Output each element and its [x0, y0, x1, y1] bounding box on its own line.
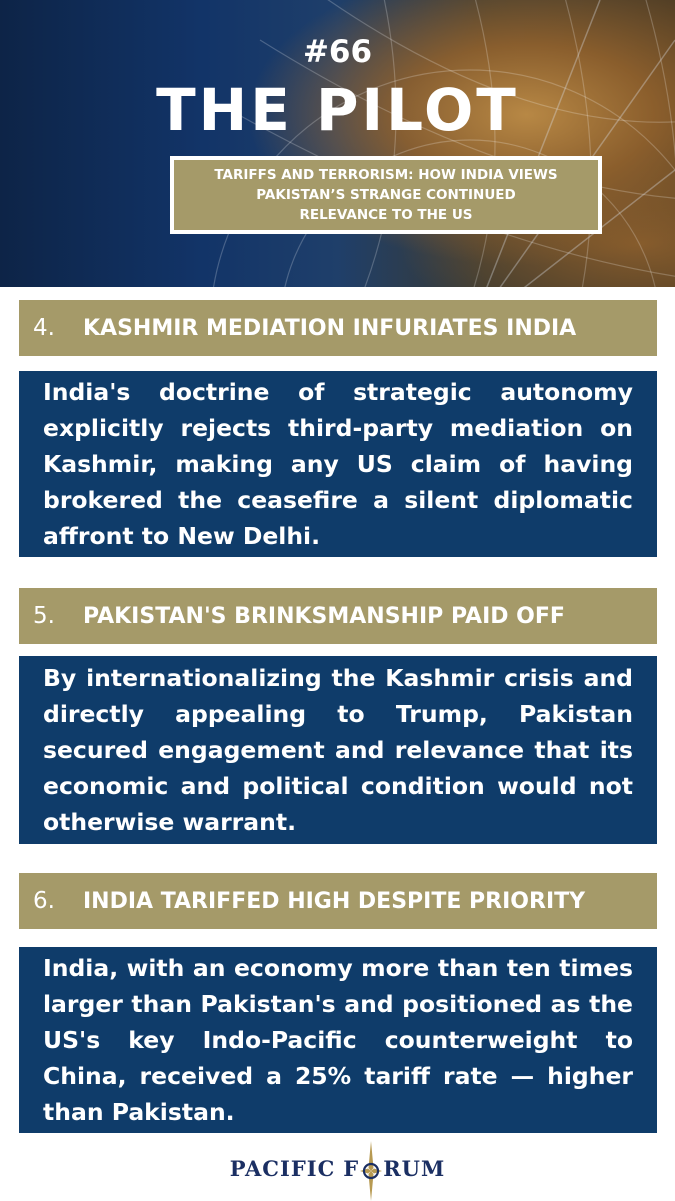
- compass-star-icon: [360, 1160, 382, 1182]
- logo-word-2-end: RUM: [383, 1156, 446, 1182]
- section-body-4: [19, 371, 657, 557]
- section-number: 5.: [33, 603, 55, 629]
- section-text: India's doctrine of strategic autonomy explicitly rejects third-party mediation on Kashmir, making any US claim of having brokered the ceasefire a silent diplomatic affront to New Delhi.: [43, 378, 633, 550]
- subtitle-line: TARIFFS AND TERRORISM: HOW INDIA VIEWS: [214, 167, 558, 183]
- section-header-5: [19, 588, 657, 644]
- section-title: INDIA TARIFFED HIGH DESPITE PRIORITY: [83, 888, 586, 914]
- section-text: By internationalizing the Kashmir crisis and directly appealing to Trump, Pakistan secured engagement and relevance that its economic and political condition would not otherwise warrant.: [43, 664, 633, 836]
- pacific-forum-logo: [230, 1156, 445, 1182]
- footer-logo: [0, 1138, 675, 1200]
- logo-word-2-start: F: [343, 1156, 360, 1182]
- section-body-6: [19, 947, 657, 1133]
- logo-word-1: PACIFIC: [229, 1156, 336, 1182]
- issue-number: #66: [302, 34, 373, 70]
- section-text: India, with an economy more than ten times larger than Pakistan's and positioned as the US's key Indo-Pacific counterweight to China, received a 25% tariff rate — higher than Pakistan.: [43, 954, 633, 1126]
- header-banner: [0, 0, 675, 287]
- section-header-4: [19, 300, 657, 356]
- section-header-6: [19, 873, 657, 929]
- subtitle-line: RELEVANCE TO THE US: [299, 207, 473, 223]
- section-number: 4.: [33, 315, 55, 341]
- section-number: 6.: [33, 888, 55, 914]
- subtitle-box: [170, 156, 602, 234]
- section-title: KASHMIR MEDIATION INFURIATES INDIA: [83, 315, 577, 341]
- subtitle-line: PAKISTAN’S STRANGE CONTINUED: [256, 187, 516, 203]
- subtitle: [174, 160, 598, 230]
- page-title: THE PILOT: [156, 76, 519, 144]
- section-title: PAKISTAN'S BRINKSMANSHIP PAID OFF: [83, 603, 565, 629]
- section-body-5: [19, 656, 657, 844]
